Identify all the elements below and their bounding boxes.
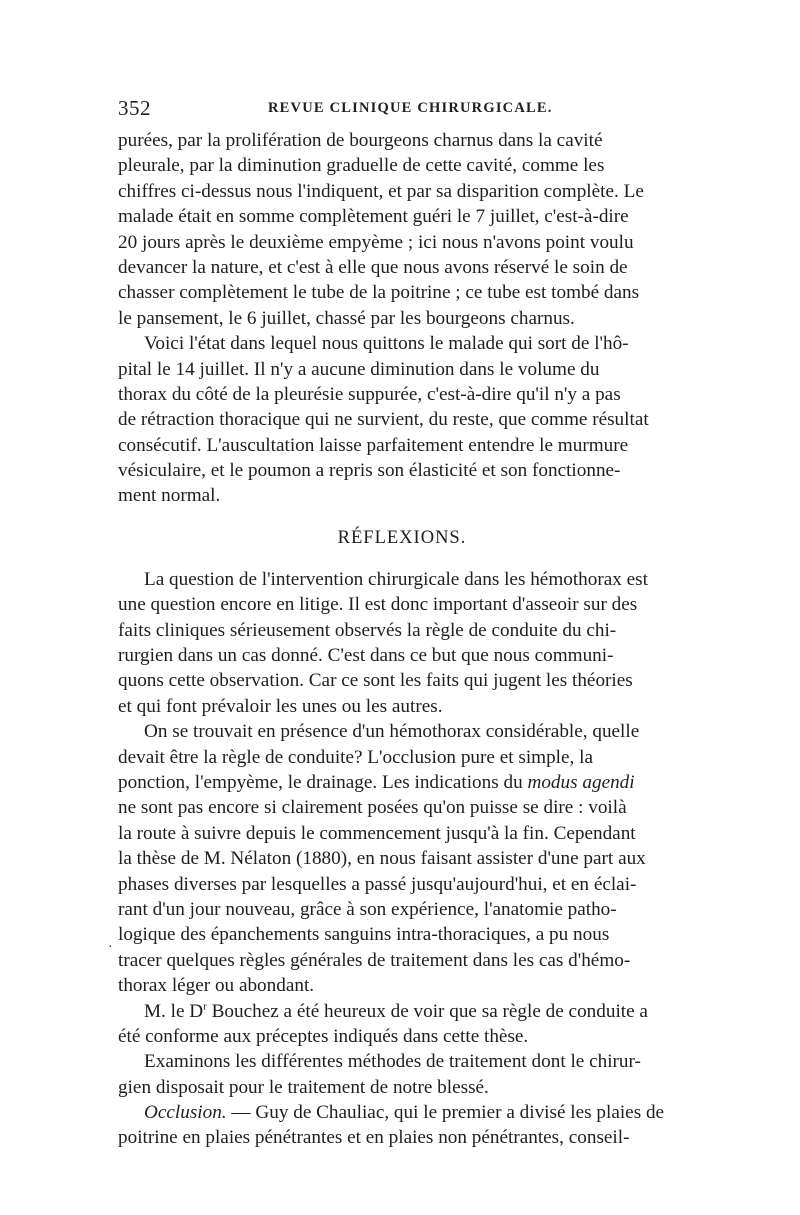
text-line: devancer la nature, et c'est à elle que nous avons réservé le soin de — [118, 256, 628, 278]
text-line: Voici l'état dans lequel nous quittons le malade qui sort de l'hô- — [144, 333, 629, 355]
text-line: La question de l'intervention chirurgicale dans les hémothorax est — [144, 568, 648, 590]
paragraph-question — [118, 567, 686, 719]
text-run: ponction, l'empyème, le drainage. Les indications du — [118, 771, 528, 793]
body-text — [118, 128, 686, 1151]
paragraph-continuation — [118, 128, 686, 331]
text-line: de rétraction thoracique qui ne survient, du reste, que comme résultat — [118, 409, 649, 431]
text-line: thorax du côté de la pleurésie suppurée, c'est-à-dire qu'il n'y a pas — [118, 383, 621, 405]
text-run: Bouchez a été heureux de voir que sa règle de conduite a — [206, 1000, 648, 1022]
paragraph-occlusion — [118, 1100, 686, 1151]
text-line: pital le 14 juillet. Il n'y a aucune diminution dans le volume du — [118, 358, 600, 380]
text-line — [118, 999, 686, 1024]
text-line: chasser complètement le tube de la poitrine ; ce tube est tombé dans — [118, 282, 640, 304]
text-line: la thèse de M. Nélaton (1880), en nous faisant assister d'une part aux — [118, 848, 646, 870]
text-line: 20 jours après le deuxième empyème ; ici nous n'avons point voulu — [118, 231, 634, 253]
text-line: Examinons les différentes méthodes de traitement dont le chirur- — [144, 1051, 641, 1073]
text-line — [118, 1100, 686, 1125]
paragraph-hemothorax — [118, 719, 686, 998]
text-line: chiffres ci-dessus nous l'indiquent, et par sa disparition complète. Le — [118, 180, 644, 202]
text-line: quons cette observation. Car ce sont les faits qui jugent les théories — [118, 670, 633, 692]
paragraph-bouchez — [118, 999, 686, 1050]
italic-term: modus agendi — [527, 771, 635, 793]
text-run: — Guy de Chauliac, qui le premier a divisé les plaies de — [226, 1102, 665, 1124]
spacer — [118, 509, 686, 523]
text-line: une question encore en litige. Il est donc important d'asseoir sur des — [118, 594, 638, 616]
text-line: ne sont pas encore si clairement posées qu'on puisse se dire : voilà — [118, 797, 627, 819]
italic-term: Occlusion. — [144, 1102, 227, 1124]
text-line: poitrine en plaies pénétrantes et en plaies non pénétrantes, conseil- — [118, 1127, 630, 1149]
text-line: ment normal. — [118, 485, 221, 507]
text-line: purées, par la prolifération de bourgeons charnus dans la cavité — [118, 130, 603, 151]
text-line: On se trouvait en présence d'un hémothorax considérable, quelle — [144, 721, 640, 743]
text-line: tracer quelques règles générales de traitement dans les cas d'hémo- — [118, 949, 631, 971]
paragraph-patient-state — [118, 331, 686, 509]
running-title: REVUE CLINIQUE CHIRURGICALE. — [268, 100, 553, 116]
text-line: logique des épanchements sanguins intra-thoraciques, a pu nous — [118, 924, 610, 946]
text-line: rant d'un jour nouveau, grâce à son expérience, l'anatomie patho- — [118, 898, 617, 920]
text-line: le pansement, le 6 juillet, chassé par les bourgeons charnus. — [118, 307, 575, 329]
text-line — [118, 770, 686, 795]
paragraph-methods — [118, 1049, 686, 1100]
text-line: la route à suivre depuis le commencement jusqu'à la fin. Cependant — [118, 822, 636, 844]
page-number: 352 — [118, 96, 151, 120]
text-line: pleurale, par la diminution graduelle de cette cavité, comme les — [118, 155, 605, 177]
text-line: thorax léger ou abondant. — [118, 975, 315, 997]
text-line: vésiculaire, et le poumon a repris son élasticité et son fonctionne- — [118, 460, 621, 482]
superscript: r — [203, 1000, 207, 1013]
text-line: consécutif. L'auscultation laisse parfaitement entendre le murmure — [118, 434, 629, 456]
text-line: faits cliniques sérieusement observés la règle de conduite du chi- — [118, 619, 617, 641]
text-run: M. le D — [144, 1000, 204, 1022]
text-line: été conforme aux préceptes indiqués dans cette thèse. — [118, 1025, 529, 1047]
margin-mark: · — [108, 940, 113, 955]
spacer — [118, 553, 686, 567]
text-line: malade était en somme complètement guéri le 7 juillet, c'est-à-dire — [118, 206, 629, 228]
text-line: rurgien dans un cas donné. C'est dans ce but que nous communi- — [118, 645, 614, 667]
text-line: phases diverses par lesquelles a passé jusqu'aujourd'hui, et en éclai- — [118, 873, 637, 895]
section-heading: RÉFLEXIONS. — [337, 527, 467, 548]
text-line: gien disposait pour le traitement de notre blessé. — [118, 1076, 489, 1098]
text-line: devait être la règle de conduite? L'occlusion pure et simple, la — [118, 746, 593, 768]
text-line: et qui font prévaloir les unes ou les autres. — [118, 695, 443, 717]
page-header — [118, 96, 686, 122]
